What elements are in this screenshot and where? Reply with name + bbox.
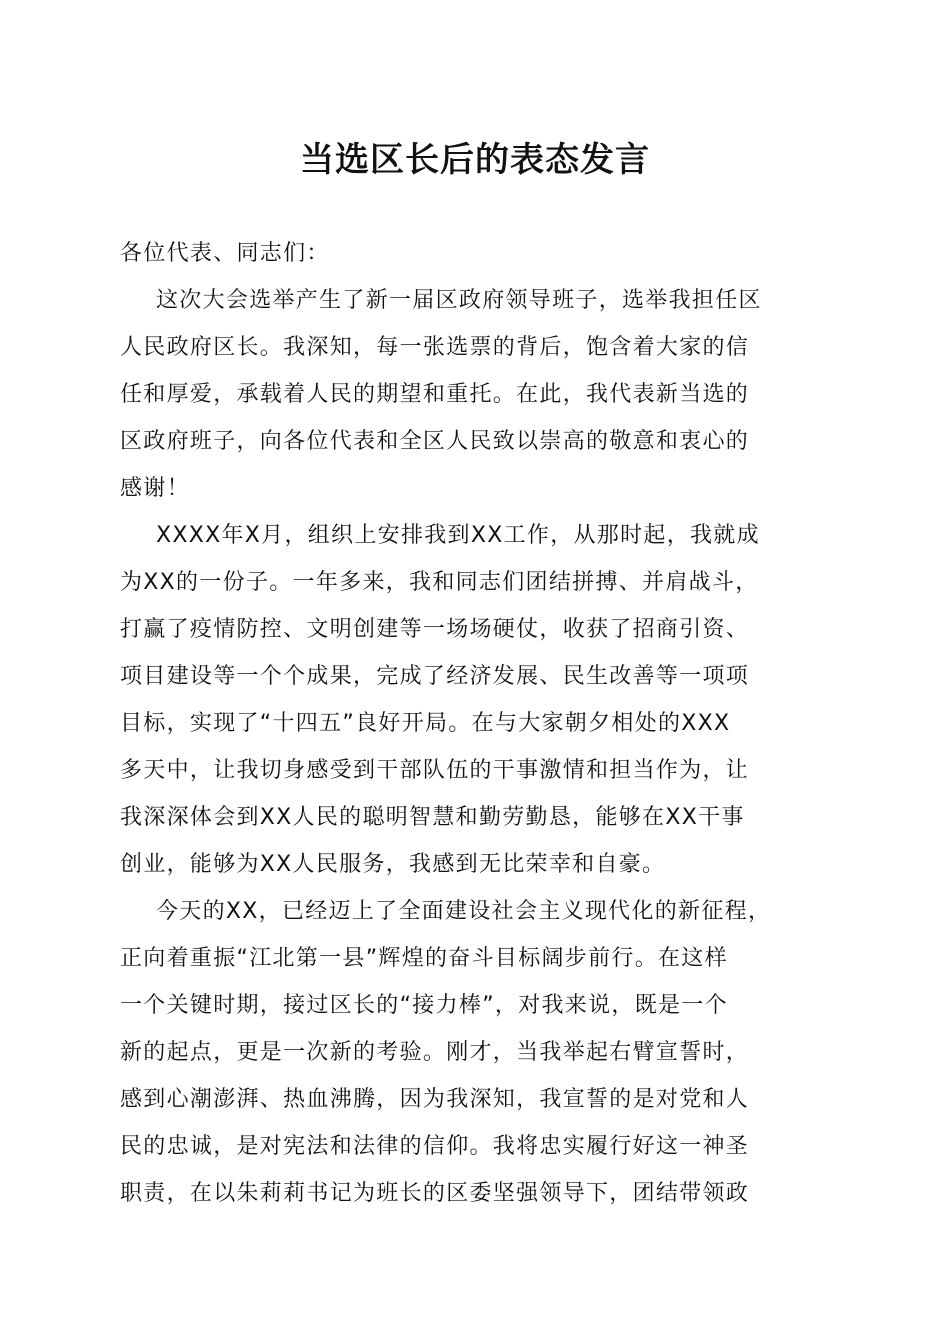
document-title: 当选区长后的表态发言 <box>300 140 650 180</box>
paragraph-line: 打赢了疫情防控、文明创建等一场场硬仗，收获了招商引资、 <box>120 617 750 642</box>
paragraph-line: 感到心潮澎湃、热血沸腾，因为我深知，我宣誓的是对党和人 <box>120 1087 750 1112</box>
paragraph-line: 我深深体会到XX人民的聪明智慧和勤劳勤恳，能够在XX干事 <box>120 805 745 830</box>
paragraph-3 <box>120 888 830 1217</box>
paragraph-line: 区政府班子，向各位代表和全区人民致以崇高的敬意和衷心的 <box>120 429 750 454</box>
paragraph-line: 目标，实现了“十四五”良好开局。在与大家朝夕相处的XXX <box>120 711 731 736</box>
paragraph-line: 项目建设等一个个成果，完成了经济发展、民生改善等一项项 <box>120 664 750 689</box>
paragraph-line: 创业，能够为XX人民服务，我感到无比荣幸和自豪。 <box>120 852 666 877</box>
paragraph-2 <box>120 512 830 888</box>
salutation: 各位代表、同志们： <box>120 241 330 266</box>
paragraph-line: 职责，在以朱莉莉书记为班长的区委坚强领导下，团结带领政 <box>120 1181 750 1206</box>
paragraph-line: 任和厚爱，承载着人民的期望和重托。在此，我代表新当选的 <box>120 382 750 407</box>
document-body <box>120 230 830 1217</box>
paragraph-line: 这次大会选举产生了新一届区政府领导班子，选举我担任区 <box>156 288 762 313</box>
paragraph-line: 今天的XX，已经迈上了全面建设社会主义现代化的新征程， <box>156 899 772 924</box>
paragraph-line: 新的起点，更是一次新的考验。刚才，当我举起右臂宣誓时， <box>120 1040 750 1065</box>
paragraph-line: XXXX年X月，组织上安排我到XX工作，从那时起，我就成 <box>156 523 760 548</box>
paragraph-line: 人民政府区长。我深知，每一张选票的背后，饱含着大家的信 <box>120 335 750 360</box>
paragraph-line: 正向着重振“江北第一县”辉煌的奋斗目标阔步前行。在这样 <box>120 946 728 971</box>
paragraph-line: 多天中，让我切身感受到干部队伍的干事激情和担当作为，让 <box>120 758 750 783</box>
paragraph-1 <box>120 277 830 512</box>
paragraph-line: 民的忠诚，是对宪法和法律的信仰。我将忠实履行好这一神圣 <box>120 1134 750 1159</box>
paragraph-line: 感谢！ <box>120 476 190 501</box>
paragraph-line: 为XX的一份子。一年多来，我和同志们团结拼搏、并肩战斗， <box>120 570 759 595</box>
paragraph-line: 一个关键时期，接过区长的“接力棒”，对我来说，既是一个 <box>120 993 728 1018</box>
